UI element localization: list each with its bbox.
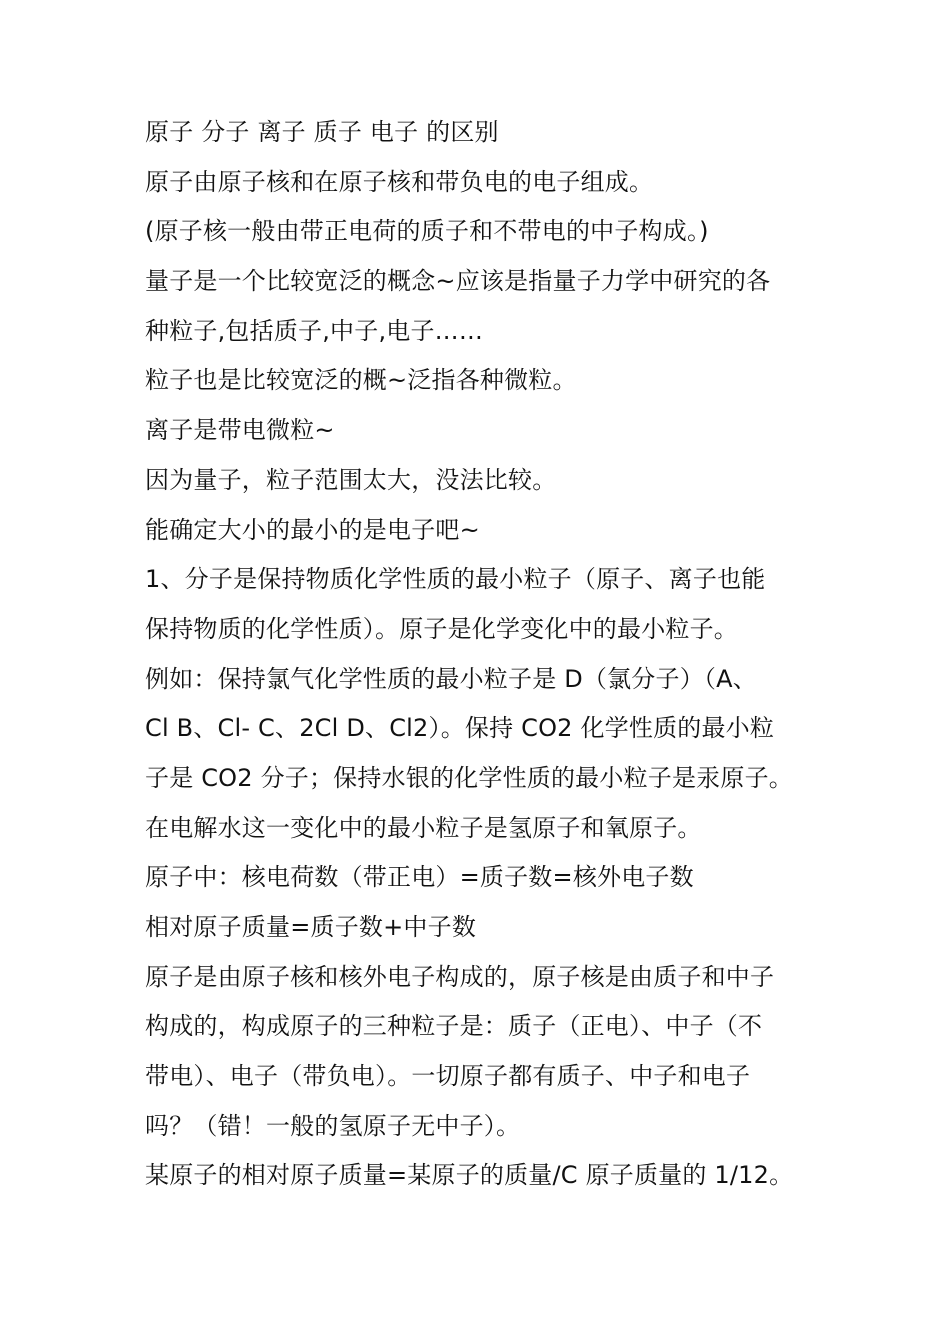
text-line: 在电解水这一变化中的最小粒子是氢原子和氧原子。 (145, 813, 702, 842)
text-line: Cl B、Cl- C、2Cl D、Cl2）。保持 CO2 化学性质的最小粒 (145, 714, 775, 743)
text-line: (原子核一般由带正电荷的质子和不带电的中子构成。) (145, 217, 709, 246)
text-line: 1、分子是保持物质化学性质的最小粒子（原子、离子也能 (145, 565, 766, 594)
text-line: 某原子的相对原子质量=某原子的质量/C 原子质量的 1/12。 (145, 1161, 794, 1190)
text-line: 原子中：核电荷数（带正电）=质子数=核外电子数 (145, 863, 694, 892)
text-line: 离子是带电微粒~ (145, 416, 335, 445)
text-line: 例如：保持氯气化学性质的最小粒子是 D（氯分子）（A、 (145, 664, 757, 693)
text-line: 构成的，构成原子的三种粒子是：质子（正电）、中子（不 (145, 1012, 763, 1041)
text-line: 相对原子质量=质子数+中子数 (145, 913, 477, 941)
text-line: 种粒子,包括质子,中子,电子…… (145, 316, 484, 345)
document-body (145, 112, 815, 1205)
text-line: 保持物质的化学性质）。原子是化学变化中的最小粒子。 (145, 614, 738, 643)
text-line: 带电）、电子（带负电）。一切原子都有质子、中子和电子 (145, 1062, 751, 1091)
text-line: 原子由原子核和在原子核和带负电的电子组成。 (145, 167, 654, 196)
text-line: 能确定大小的最小的是电子吧~ (145, 515, 480, 544)
text-line: 因为量子，粒子范围太大，没法比较。 (145, 465, 557, 494)
text-line: 子是 CO2 分子；保持水银的化学性质的最小粒子是汞原子。 (145, 763, 793, 792)
text-line: 粒子也是比较宽泛的概~泛指各种微粒。 (145, 366, 577, 395)
text-line: 原子是由原子核和核外电子构成的，原子核是由质子和中子 (145, 962, 775, 991)
document-title: 原子 分子 离子 质子 电子 的区别 (145, 118, 499, 146)
text-line: 吗？（错！一般的氢原子无中子）。 (145, 1111, 521, 1140)
text-line: 量子是一个比较宽泛的概念~应该是指量子力学中研究的各 (145, 267, 771, 296)
